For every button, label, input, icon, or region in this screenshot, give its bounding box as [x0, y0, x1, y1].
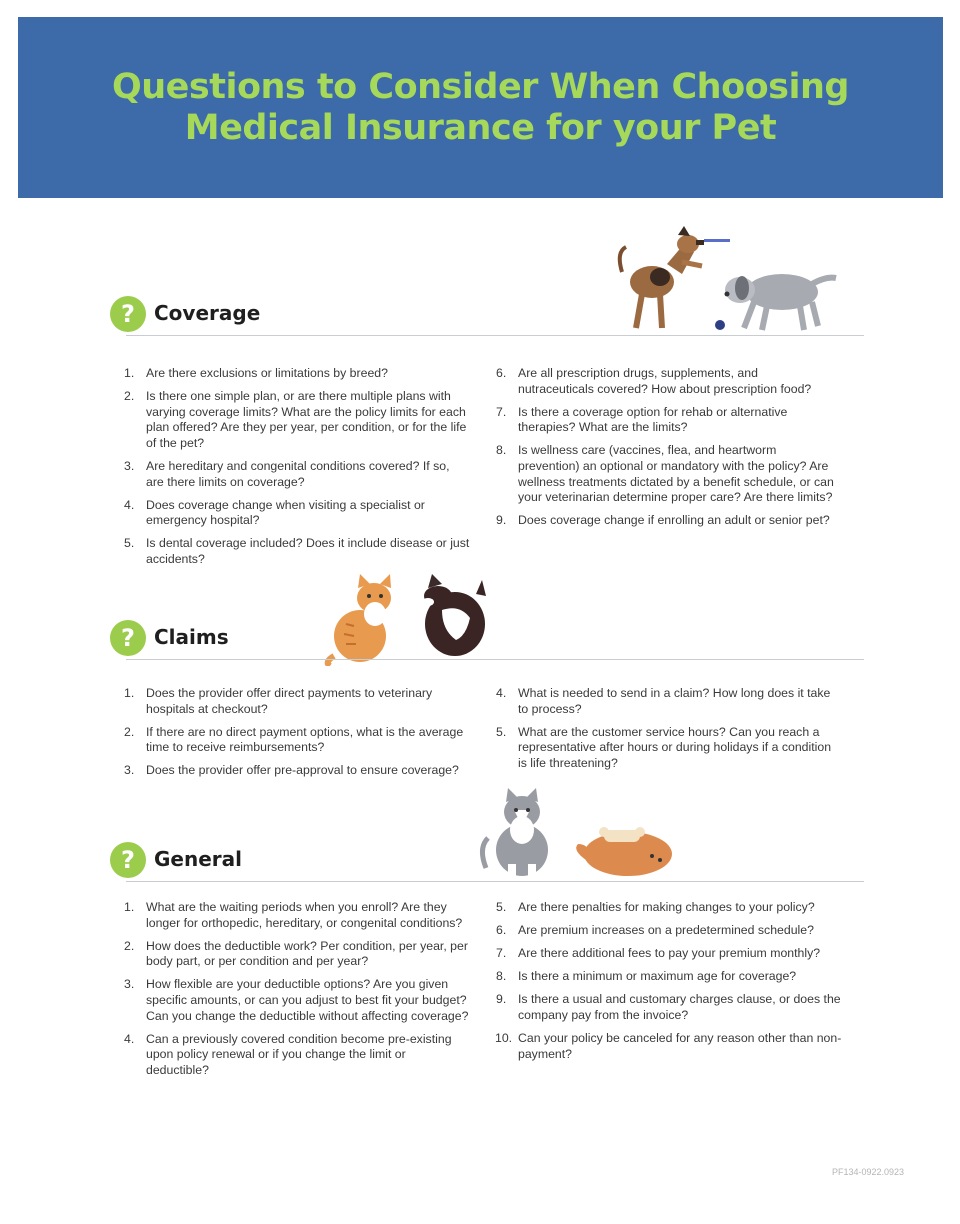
- question-icon: ?: [110, 620, 146, 656]
- section-divider: [126, 659, 864, 660]
- list-item: 5. What are the customer service hours? Can you reach a representative after hours or during holidays if a condition is life threatening?: [496, 724, 832, 770]
- list-item: 6. Are all prescription drugs, supplements, and nutraceuticals covered? How about prescription food?: [496, 366, 812, 396]
- section-coverage-header: [96, 296, 864, 336]
- document-code: PF134-0922.0923: [831, 1167, 904, 1177]
- list-item: 6. Are premium increases on a predetermined schedule?: [496, 923, 814, 938]
- list-item: 5. Are there penalties for making changes to your policy?: [496, 900, 815, 914]
- section-divider: [126, 881, 864, 882]
- list-item: 10. Can your policy be canceled for any reason other than non-payment?: [495, 1031, 842, 1061]
- general-questions-left: [124, 900, 470, 1086]
- list-item: 4. What is needed to send in a claim? How long does it take to process?: [496, 686, 831, 716]
- list-item: 4. Does coverage change when visiting a specialist or emergency hospital?: [124, 497, 425, 528]
- claims-questions-right: [496, 686, 836, 779]
- list-item: 9. Does coverage change if enrolling an adult or senior pet?: [496, 513, 830, 528]
- section-general-header: [96, 842, 864, 882]
- list-item: 1. What are the waiting periods when you enroll? Are they longer for orthopedic, hereditary, or congenital conditions?: [124, 900, 463, 930]
- list-item: 1. Are there exclusions or limitations by breed?: [124, 366, 388, 380]
- list-item: 3. Does the provider offer pre-approval to ensure coverage?: [124, 763, 459, 778]
- list-item: 3. Are hereditary and congenital conditions covered? If so, are there limits on coverage?: [124, 458, 450, 489]
- question-icon: ?: [110, 842, 146, 878]
- header-banner: [18, 17, 943, 198]
- title-line-1: Questions to Consider When Choosing: [112, 66, 849, 107]
- general-questions-right: [496, 900, 842, 1070]
- list-item: 7. Are there additional fees to pay your premium monthly?: [496, 946, 821, 961]
- list-item: 4. Can a previously covered condition become pre-existing upon policy renewal or if you change the limit or deductible?: [124, 1031, 452, 1077]
- section-title-coverage: Coverage: [154, 301, 261, 325]
- list-item: 8. Is there a minimum or maximum age for coverage?: [496, 969, 797, 984]
- list-item: 9. Is there a usual and customary charges clause, or does the company pay from the invoice?: [496, 992, 841, 1022]
- coverage-questions-right: [496, 366, 836, 536]
- list-item: 2. How does the deductible work? Per condition, per year, per body part, or per condition and per year?: [124, 938, 468, 969]
- list-item: 8. Is wellness care (vaccines, flea, and heartworm prevention) an optional or mandatory with the policy? Are wellness treatments dictated by a benefit schedule, or can your veterinarian determine proper care? Are there limits?: [496, 443, 834, 505]
- question-icon: ?: [110, 296, 146, 332]
- list-item: 7. Is there a coverage option for rehab or alternative therapies? What are the limits?: [496, 404, 788, 435]
- section-title-claims: Claims: [154, 625, 229, 649]
- section-divider: [126, 335, 864, 336]
- list-item: 1. Does the provider offer direct payments to veterinary hospitals at checkout?: [124, 686, 433, 716]
- coverage-questions-left: [124, 366, 470, 575]
- page-title: [112, 67, 849, 149]
- list-item: 2. Is there one simple plan, or are there multiple plans with varying coverage limits? What are the policy limits for each plan offered? Are they per year, per condition, or for the life of the pet?: [124, 389, 467, 450]
- list-item: 2. If there are no direct payment options, what is the average time to receive reimbursements?: [124, 724, 464, 755]
- section-claims-header: [96, 620, 864, 660]
- list-item: 3. How flexible are your deductible options? Are you given specific amounts, or can you adjust to best fit your budget? Can you change the deductible without affecting coverage?: [124, 977, 469, 1023]
- claims-questions-left: [124, 686, 464, 786]
- title-line-2: Medical Insurance for your Pet: [184, 107, 777, 148]
- section-title-general: General: [154, 847, 242, 871]
- list-item: 5. Is dental coverage included? Does it include disease or just accidents?: [124, 536, 470, 566]
